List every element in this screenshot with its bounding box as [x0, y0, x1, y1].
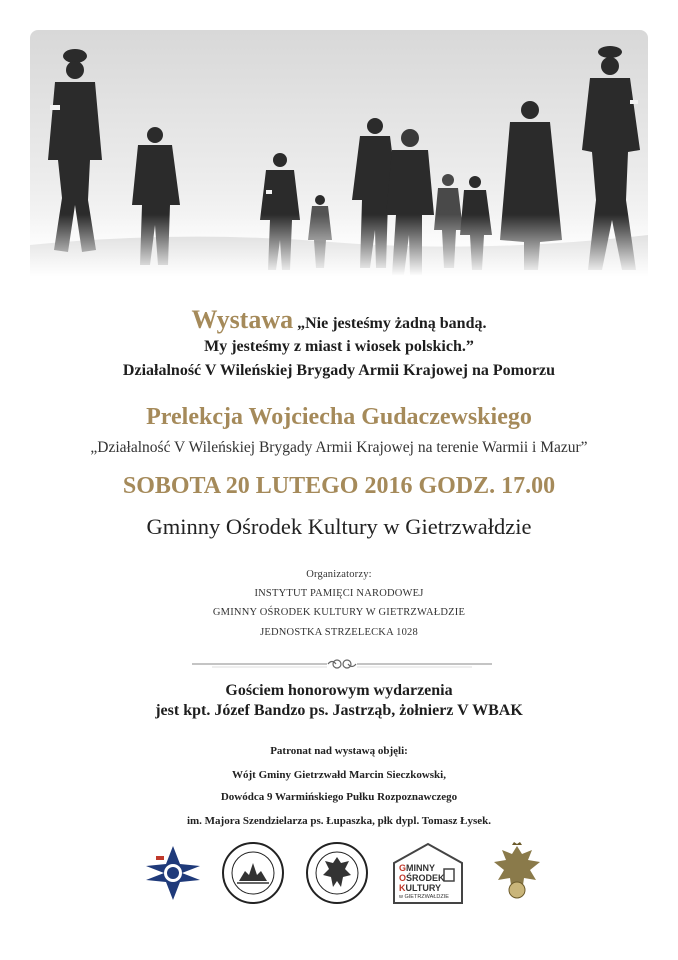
regiment-cross-logo — [140, 840, 206, 906]
polish-eagle-emblem — [484, 840, 550, 906]
organizers-label: Organizatorzy: — [306, 569, 372, 580]
guest-line1: Gościem honorowym wydarzenia — [225, 682, 453, 699]
patron-item: Dowódca 9 Warmińskiego Pułku Rozpoznawczego — [220, 791, 458, 803]
patron-item: Wójt Gminy Gietrzwałd Marcin Sieczkowski, — [232, 769, 446, 781]
exhibition-subtitle: Działalność V Wileńskiej Brygady Armii Krajowej na Pomorzu — [122, 362, 556, 379]
organizer-item: GMINNY OŚRODEK KULTURY W GIETRZWAŁDZIE — [212, 607, 466, 618]
exhibition-quote-line2: My jesteśmy z miast i wiosek polskich.” — [204, 338, 474, 355]
guest-line2: jest kpt. Józef Bandzo ps. Jastrząb, żołnierz V WBAK — [155, 702, 523, 719]
lecture-topic: „Działalność V Wileńskiej Brygady Armii Krajowej na terenie Warmii i Mazur” — [90, 439, 588, 456]
gmina-gietrzwald-seal — [220, 840, 286, 906]
exhibition-prefix: Wystawa — [191, 305, 294, 334]
patronage-label: Patronat nad wystawą objęli: — [270, 745, 408, 757]
lecture-title: Prelekcja Wojciecha Gudaczewskiego — [146, 404, 532, 430]
event-venue: Gminny Ośrodek Kultury w Gietrzwałdzie — [146, 514, 532, 539]
ipn-seal — [304, 840, 370, 906]
organizer-item: INSTYTUT PAMIĘCI NARODOWEJ — [254, 588, 424, 599]
header-photo-soldiers — [30, 30, 648, 276]
ornament-divider — [192, 657, 492, 671]
exhibition-quote-line1: „Nie jesteśmy żadną bandą. — [297, 315, 487, 332]
exhibition-title-line1 — [0, 305, 678, 335]
event-date: SOBOTA 20 LUTEGO 2016 GODZ. 17.00 — [122, 473, 556, 499]
patron-item: im. Majora Szendzielarza ps. Łupaszka, płk dypl. Tomasz Łysek. — [186, 815, 492, 827]
organizer-item: JEDNOSTKA STRZELECKA 1028 — [260, 627, 418, 638]
gok-line4: w GIETRZWAŁDZIE — [399, 894, 449, 900]
gok-logo: GMINNY OŚRODEK KULTURY w GIETRZWAŁDZIE — [388, 840, 468, 906]
